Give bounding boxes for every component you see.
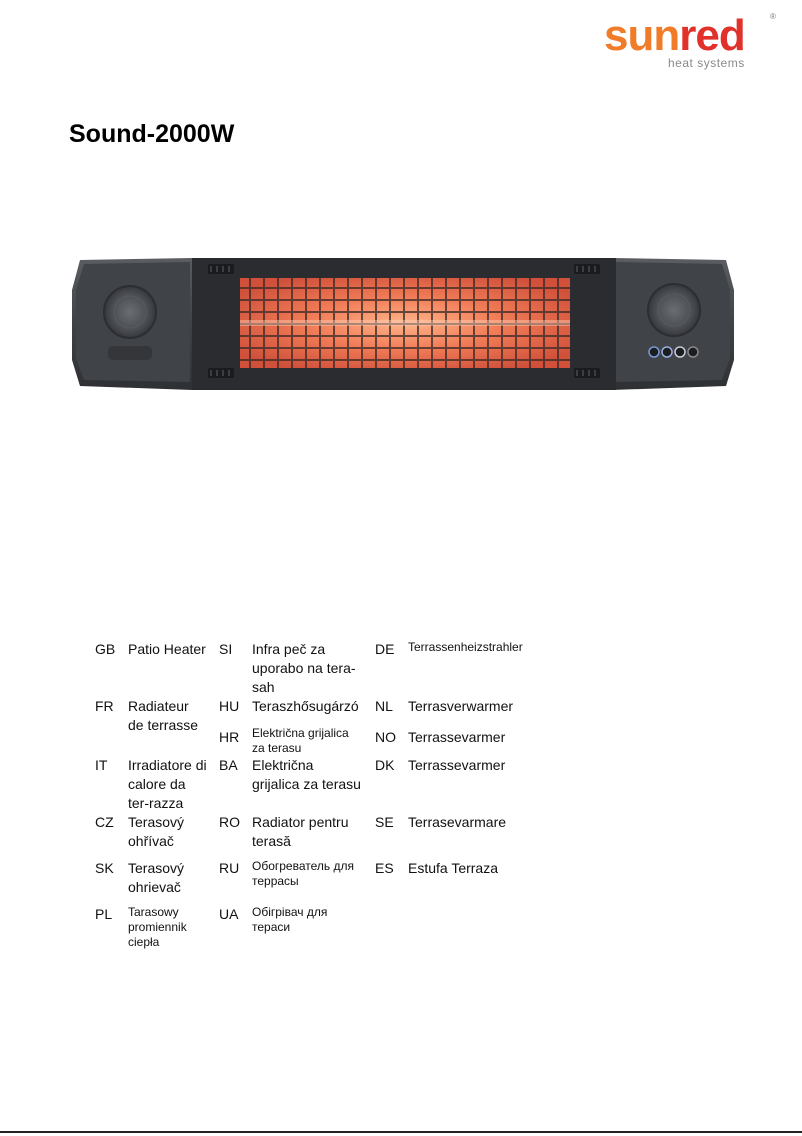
lang-code: SE <box>375 814 394 830</box>
empty-cell <box>90 716 128 756</box>
lang-code: ES <box>375 860 394 876</box>
product-image <box>72 250 734 392</box>
page-title: Sound-2000W <box>69 120 235 148</box>
lang-code: HU <box>219 698 240 714</box>
lang-code: RO <box>219 814 240 830</box>
lang-name: Terrassenheizstrahler <box>408 640 523 654</box>
logo-red: red <box>679 11 745 60</box>
table-row <box>90 640 614 697</box>
lang-name: Teraszhősugárzó <box>252 698 359 714</box>
lang-name: Patio Heater <box>128 641 206 657</box>
lang-code: FR <box>95 698 114 714</box>
table-row <box>90 813 614 851</box>
language-table <box>90 640 614 950</box>
table-row <box>90 905 614 950</box>
lang-code: SI <box>219 641 233 657</box>
lang-name: Terrasevarmare <box>408 814 507 830</box>
lang-code: DK <box>375 757 395 773</box>
lang-name: Radiateur de terrasse <box>128 698 199 733</box>
spacer <box>90 897 614 905</box>
lang-code: GB <box>95 641 116 657</box>
lang-code: IT <box>95 757 108 773</box>
row-gap <box>90 851 614 859</box>
empty-cell <box>408 905 614 950</box>
lang-code: BA <box>219 757 238 773</box>
logo-registered-mark: ® <box>770 12 776 21</box>
lang-name: Terrassevarmer <box>408 757 506 773</box>
footer-rule <box>0 1131 802 1133</box>
table-row <box>90 756 614 813</box>
lang-code: CZ <box>95 814 114 830</box>
empty-cell <box>370 905 408 950</box>
table-row <box>90 697 614 716</box>
lang-name: Обогреватель для террасы <box>252 859 354 888</box>
lang-name: Električna grijalica za terasu <box>252 757 361 792</box>
lang-name: Radiator pentru terasă <box>252 814 349 849</box>
lang-name: Обігрівач для тераси <box>252 905 328 934</box>
lang-code: NO <box>375 729 396 745</box>
lang-name: Terrasverwarmer <box>408 698 514 714</box>
lang-name: Terasový ohřívač <box>128 814 185 849</box>
row-gap <box>90 897 614 905</box>
lang-name: Terrassevarmer <box>408 729 506 745</box>
lang-code: RU <box>219 860 240 876</box>
lang-code: PL <box>95 906 113 922</box>
lang-code: SK <box>95 860 114 876</box>
lang-name: Estufa Terraza <box>408 860 499 876</box>
lang-name: Infra peč za uporabo na tera-sah <box>252 641 356 695</box>
lang-code: HR <box>219 729 240 745</box>
brand-logo <box>600 8 780 72</box>
logo-sun: sun <box>604 11 680 60</box>
right-speaker-icon <box>648 284 700 336</box>
table-row <box>90 859 614 897</box>
spacer <box>90 851 614 859</box>
lang-name: Irradiatore di calore da ter-razza <box>128 757 207 811</box>
left-speaker-icon <box>104 286 156 338</box>
lang-name: Tarasowy promiennik ciepła <box>128 905 187 949</box>
logo-tagline: heat systems <box>668 56 745 70</box>
lang-name: Električna grijalica za terasu <box>252 726 349 755</box>
lang-code: DE <box>375 641 395 657</box>
lang-code: UA <box>219 906 239 922</box>
lang-code: NL <box>375 698 393 714</box>
lang-name: Terasový ohrievač <box>128 860 185 895</box>
